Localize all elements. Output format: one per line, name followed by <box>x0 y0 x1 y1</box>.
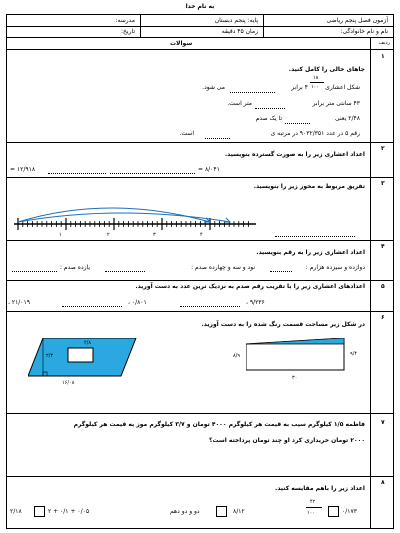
row-number-column-line <box>370 37 371 529</box>
q8-title: اعداد زیر را باهم مقایسه کنید. <box>275 485 365 492</box>
q2-answer-a[interactable] <box>48 173 106 174</box>
question-number: ۷ <box>381 419 385 426</box>
q3-tick-label: ۲ <box>107 232 110 238</box>
q6-shaded-triangle <box>246 338 344 344</box>
q3-number-line <box>10 192 260 240</box>
q5-item-a: ۹/۲۳۶ ، <box>246 299 265 306</box>
q1-line3-end: تا یک صدم <box>255 115 282 122</box>
q2-title: اعداد اعشاری زیر را به صورت گسترده بنویسید. <box>224 151 365 158</box>
questions-header: سوالات <box>170 40 193 47</box>
q6-right-right-label: ۹/۴ <box>350 351 358 357</box>
q5-answer-b[interactable] <box>62 306 122 307</box>
row-divider <box>6 240 394 241</box>
q7-line2: ۲۰۰۰ تومان خریداری کرد او چند تومان پرداخته است؟ <box>208 437 365 444</box>
q8-fraction-bar <box>306 507 322 508</box>
q1-line1-mid: ۴ برابر <box>291 84 308 91</box>
question-number: ۱ <box>381 53 385 60</box>
question-number: ۸ <box>381 479 385 486</box>
q1-line1-label: شکل اعشاری <box>325 84 360 91</box>
q1-line3-label: ۲/۴۸ یعنی <box>335 115 360 122</box>
q1-line4-end: است. <box>179 130 194 137</box>
q6-title: در شکل زیر مساحت قسمت رنگ شده را به دست آورید. <box>201 321 365 328</box>
q1-line4-label: رقم ۵ در عدد ۹۰۳۲/۳۵۱ در مرتبه ی <box>270 130 360 137</box>
q2-item-b: ۸/۰۴۱ = <box>198 166 220 173</box>
q6-right-left-label: ۸/۹ <box>233 353 241 359</box>
question-number: ۶ <box>381 314 385 321</box>
q5-title: اعدادهای اعشاری زیر را با تقریب رقم صدم به نزدیک ترین عدد به دست آورید. <box>135 283 365 290</box>
q1-fraction-bar <box>310 82 324 83</box>
q8-item-d: دو و دو دهم <box>170 508 200 515</box>
q3-answer[interactable] <box>275 236 355 237</box>
date-label: تاریخ: <box>121 28 135 35</box>
q8-item-f: ۲/۱۸ <box>10 508 22 515</box>
q6-left-top-label: ۲/۸ <box>84 340 92 346</box>
q4-item-a: دوازده و سیزده هزارم : <box>305 264 365 271</box>
header-divider-1 <box>6 26 394 27</box>
row-divider <box>6 280 394 281</box>
q8-item-a: ۰/۱۷۳ <box>342 508 357 515</box>
q8-compare-box[interactable] <box>216 506 227 517</box>
q4-item-c: یازده صدم : <box>60 264 91 271</box>
q4-title: اعداد اعشاری زیر را به رقم بنویسید. <box>256 249 365 256</box>
row-divider <box>6 413 394 414</box>
school-label: مدرسه: <box>115 17 135 24</box>
q6-left-figure <box>28 338 138 378</box>
q4-answer-a[interactable] <box>270 271 292 272</box>
q1-blank-3[interactable] <box>285 123 310 124</box>
row-divider <box>6 142 394 143</box>
exam-title: آزمون فصل پنجم ریاضی <box>326 17 388 24</box>
time-label: زمان ۴۵ دقیقه <box>221 28 258 35</box>
student-name-label: نام و نام خانوادگی: <box>340 28 388 35</box>
exam-frame <box>6 14 394 529</box>
question-number: ۵ <box>381 283 385 290</box>
header-divider-2 <box>6 37 394 38</box>
q2-item-a: ۱۲/۹۱۸ = <box>10 166 36 173</box>
table-head-divider <box>6 49 394 50</box>
grade-label: پایه: پنجم دبستان <box>214 17 258 24</box>
q2-answer-b[interactable] <box>110 173 195 174</box>
q6-inner-rect <box>68 348 93 362</box>
q3-tick-label: ۴ <box>200 232 203 238</box>
page-top-title: به نام خدا <box>185 3 215 10</box>
q4-answer-b[interactable] <box>105 271 145 272</box>
header-col-1 <box>140 14 141 37</box>
q3-tick-label: ۱ <box>59 232 62 238</box>
q7-line1: فاطمه ۱/۵ کیلوگرم سیب به قیمت هر کیلوگرم ۴۰۰۰ تومان و ۳/۷ کیلوگرم موز به قیمت هر کیلوگرم <box>73 421 365 428</box>
q8-compare-box[interactable] <box>34 506 45 517</box>
row-divider <box>6 311 394 312</box>
q1-blank-1[interactable] <box>230 92 275 93</box>
question-number: ۲ <box>381 145 385 152</box>
q1-blank-4[interactable] <box>205 138 230 139</box>
q6-right-bottom-label: ۳۰ <box>292 375 298 381</box>
question-number: ۴ <box>381 243 385 250</box>
q8-fraction-numerator: ۴۲ <box>310 499 316 505</box>
q5-item-c: ۲۱/۰۱۹ ، <box>8 299 30 306</box>
q6-right-figure <box>246 338 346 372</box>
q6-left-side-label: ۲/۳ <box>46 353 54 359</box>
row-divider <box>6 177 394 178</box>
q1-blank-2[interactable] <box>255 108 285 109</box>
row-divider <box>6 476 394 477</box>
q1-line2-end: متر است. <box>227 100 252 107</box>
row-header: ردیف <box>378 40 390 46</box>
q4-item-b: نود و سه و چهارده صدم : <box>191 264 255 271</box>
q3-title: تفریق مربوط به محور زیر را بنویسید. <box>253 183 365 190</box>
q1-line1-end: می شود. <box>202 84 225 91</box>
q1-title: جاهای خالی را کامل کنید. <box>288 66 365 73</box>
q5-answer-a[interactable] <box>180 306 240 307</box>
q1-fraction-numerator: ۱۸ <box>313 75 319 81</box>
q8-fraction-denominator: ۱۰۰ <box>307 510 316 516</box>
q4-answer-c[interactable] <box>12 271 57 272</box>
q6-left-bottom-label: ۱۶/۰۸ <box>62 380 75 386</box>
q8-item-e: ۲ + ۰/۱ + ۰/۰۵ <box>48 508 90 515</box>
q1-fraction-denominator: ۱۰۰ <box>311 84 320 90</box>
q3-tick-label: ۳ <box>153 232 156 238</box>
header-col-2 <box>263 14 264 37</box>
q8-item-c: ۸/۱۲ <box>233 508 245 515</box>
q8-compare-box[interactable] <box>328 506 339 517</box>
q5-item-b: ۰/۸۰۱ ، <box>128 299 147 306</box>
q1-line2-label: ۴۳ سانتی متر برابر <box>312 100 360 107</box>
question-number: ۳ <box>381 180 385 187</box>
